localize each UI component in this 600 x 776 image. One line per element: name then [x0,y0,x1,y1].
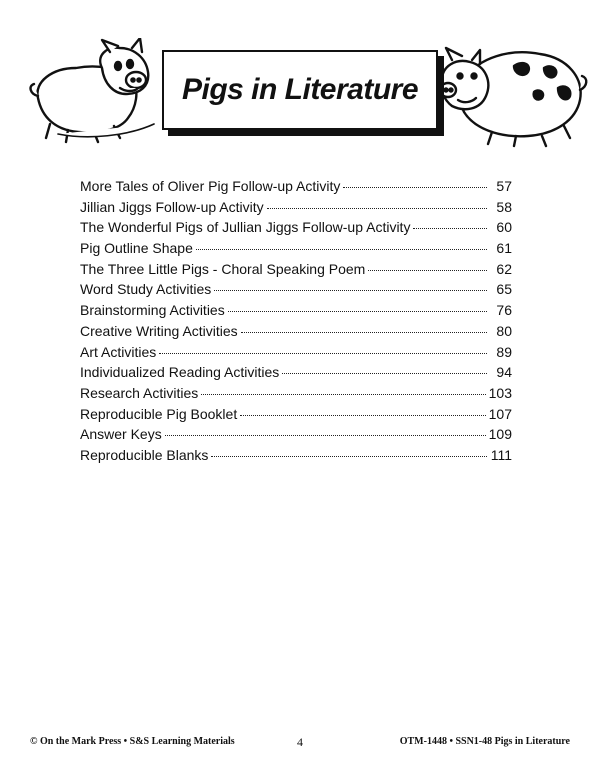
toc-entry-title: The Wonderful Pigs of Jullian Jiggs Follow-up Activity [80,219,411,236]
toc-entry [80,199,512,220]
toc-entry-page: 89 [496,343,512,360]
toc-entry [80,406,512,427]
toc-entry [80,447,512,468]
toc-dot-leader [240,415,485,416]
footer-publisher: © On the Mark Press • S&S Learning Materials [30,736,235,747]
toc-dot-leader [211,456,487,457]
toc-entry [80,261,512,282]
toc-entry [80,364,512,385]
toc-dot-leader [159,353,487,354]
toc-entry-page: 94 [496,364,512,381]
toc-entry-title: More Tales of Oliver Pig Follow-up Activity [80,178,341,194]
toc-entry [80,426,512,447]
toc-entry [80,323,512,344]
toc-entry [80,385,512,406]
toc-entry-title: The Three Little Pigs - Choral Speaking Poem [80,260,366,277]
toc-entry-page: 58 [496,198,512,215]
toc-entry-page: 57 [496,178,512,194]
table-of-contents [80,178,512,468]
toc-dot-leader [413,228,487,229]
toc-dot-leader [201,394,485,395]
toc-entry-title: Reproducible Pig Booklet [80,405,238,422]
toc-entry-title: Jillian Jiggs Follow-up Activity [80,198,264,215]
footer-product-code: OTM-1448 • SSN1-48 Pigs in Literature [399,736,570,747]
toc-entry-title: Brainstorming Activities [80,302,225,319]
toc-entry [80,344,512,365]
toc-entry-page: 109 [488,426,512,443]
toc-entry [80,219,512,240]
toc-dot-leader [214,290,487,291]
title-banner [162,50,438,130]
toc-entry-title: Research Activities [80,384,199,401]
toc-dot-leader [267,208,487,209]
toc-entry-page: 80 [496,322,512,339]
toc-entry [80,302,512,323]
toc-dot-leader [368,270,487,271]
toc-entry [80,178,512,199]
toc-dot-leader [241,332,487,333]
toc-entry-page: 107 [488,405,512,422]
toc-entry-title: Word Study Activities [80,281,212,298]
toc-dot-leader [282,373,487,374]
toc-entry-page: 62 [496,260,512,277]
toc-entry-title: Answer Keys [80,426,162,443]
toc-dot-leader [196,249,487,250]
toc-entry [80,281,512,302]
page-title: Pigs in Literature [181,73,419,106]
toc-entry-title: Art Activities [80,343,157,360]
toc-dot-leader [165,435,486,436]
footer-page-number: 4 [297,735,303,749]
toc-entry-page: 111 [490,446,512,463]
toc-entry-title: Creative Writing Activities [80,322,238,339]
toc-entry-title: Pig Outline Shape [80,240,193,257]
left-pig-drawing [31,38,154,142]
toc-entry [80,240,512,261]
toc-entry-title: Reproducible Blanks [80,446,209,463]
toc-entry-page: 60 [496,219,512,236]
toc-entry-page: 103 [488,384,512,401]
toc-entry-title: Individualized Reading Activities [80,364,280,381]
page-footer [30,736,570,750]
toc-entry-page: 61 [496,240,512,257]
toc-entry-page: 76 [496,302,512,319]
toc-dot-leader [228,311,487,312]
toc-dot-leader [343,187,487,188]
toc-entry-page: 65 [496,281,512,298]
right-pig-drawing [440,48,586,146]
